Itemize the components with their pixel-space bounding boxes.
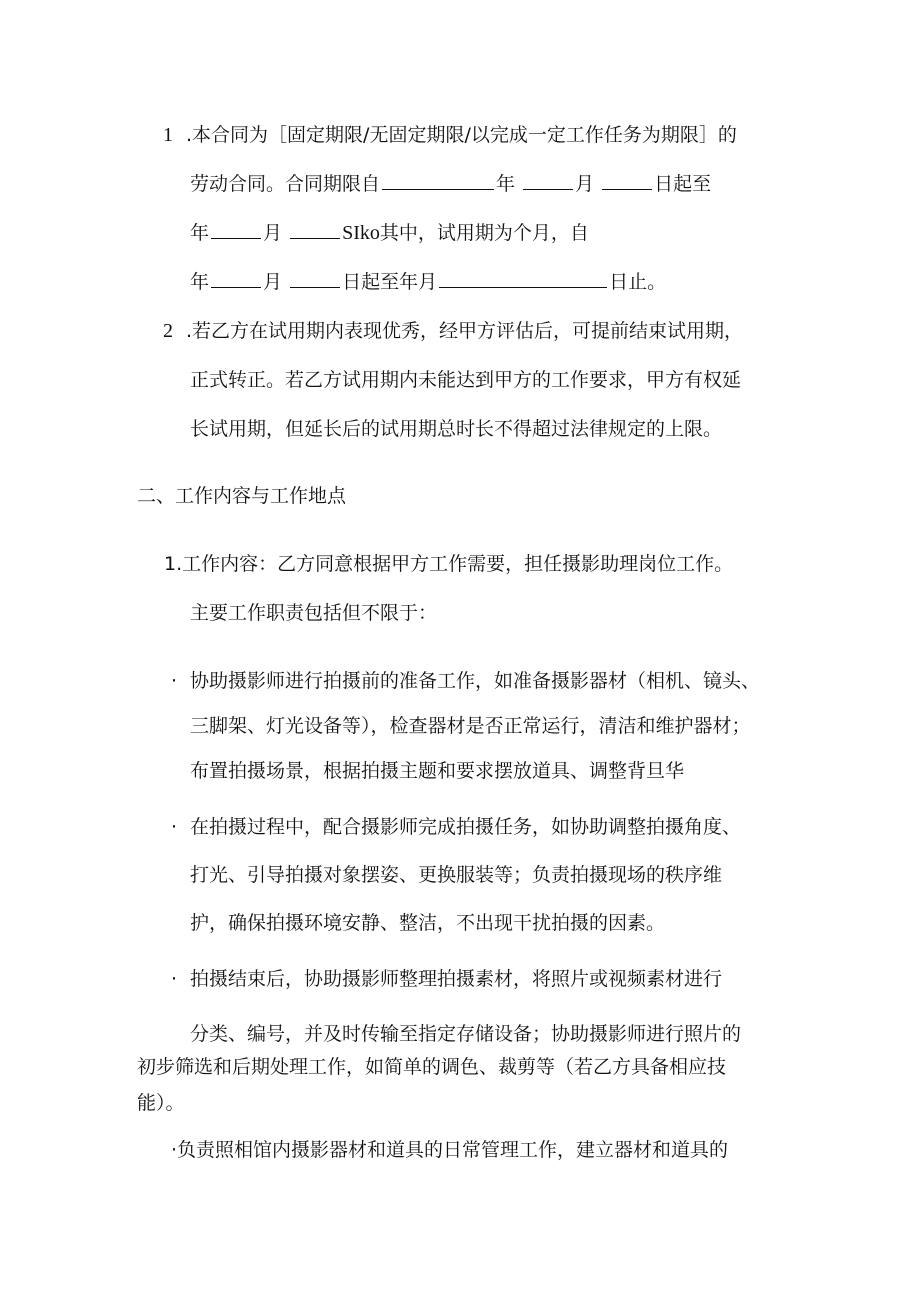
month-label: 月	[263, 271, 283, 293]
bullet-3-line-2: 分类、编号，并及时传输至指定存储设备；协助摄影师进行照片的	[190, 1023, 742, 1045]
start-year-blank[interactable]	[382, 171, 494, 190]
bullet-dot: ·	[171, 968, 178, 990]
clause-1-line-3	[190, 220, 589, 246]
year-label: 年	[190, 222, 210, 244]
year-label: 年	[190, 271, 210, 293]
bullet-dot: ·	[171, 816, 178, 838]
bullet-3-line-4: 能）。	[137, 1092, 185, 1114]
probation-start-month-blank[interactable]	[211, 269, 261, 288]
end-label: 日止。	[609, 271, 667, 293]
probation-to-label: 日起至年月	[342, 271, 438, 293]
clause-1-line-4	[190, 269, 666, 295]
probation-text: 其中，试用期为个月，自	[379, 222, 589, 244]
contract-term-label: 劳动合同。合同期限自	[190, 173, 381, 195]
bullet-2-line-1: 在拍摄过程中，配合摄影师完成拍摄任务，如协助调整拍摄角度、	[190, 816, 742, 838]
year-label: 年	[496, 173, 516, 195]
bullet-1-line-1: 协助摄影师进行拍摄前的准备工作，如准备摄影器材（相机、镜头、	[190, 670, 761, 692]
section-heading: 二、工作内容与工作地点	[137, 485, 347, 507]
bullet-dot: ·	[171, 670, 178, 692]
start-day-blank[interactable]	[602, 171, 652, 190]
bullet-2-line-2: 打光、引导拍摄对象摆姿、更换服装等；负责拍摄现场的秩序维	[190, 864, 723, 886]
clause-1-line-2	[190, 171, 711, 197]
month-label: 月	[575, 173, 595, 195]
probation-end-blank[interactable]	[439, 269, 607, 288]
clause-1-line-1: .本合同为［固定期限/无固定期限/以完成一定工作任务为期限］的	[186, 124, 737, 146]
garbled-text: SIko	[342, 222, 380, 244]
end-day-blank[interactable]	[290, 220, 340, 239]
clause-2-line-2: 正式转正。若乙方试用期内未能达到甲方的工作要求，甲方有权延	[190, 369, 742, 391]
work-content-line-2: 主要工作职责包括但不限于：	[190, 602, 438, 624]
bullet-2-line-3: 护，确保拍摄环境安静、整洁，不出现干扰拍摄的因素。	[190, 912, 666, 934]
bullet-1-line-2: 三脚架、灯光设备等），检查器材是否正常运行，清洁和维护器材；	[190, 715, 751, 737]
probation-start-day-blank[interactable]	[290, 269, 340, 288]
bullet-3-line-1: 拍摄结束后，协助摄影师整理拍摄素材，将照片或视频素材进行	[190, 968, 723, 990]
bullet-1-line-3: 布置拍摄场景，根据拍摄主题和要求摆放道具、调整背旦华	[190, 760, 685, 782]
clause-2-number: 2	[163, 320, 173, 342]
start-month-blank[interactable]	[523, 171, 573, 190]
day-from-to-label: 日起至	[654, 173, 712, 195]
end-year-month-blank[interactable]	[211, 220, 261, 239]
bullet-3-line-3: 初步筛选和后期处理工作，如简单的调色、裁剪等（若乙方具备相应技	[137, 1056, 727, 1078]
clause-1-number: 1	[163, 124, 173, 146]
month-label: 月	[263, 222, 283, 244]
work-content-line-1: 1.工作内容：乙方同意根据甲方工作需要，担任摄影助理岗位工作。	[164, 553, 734, 575]
bullet-4-line-1: ·负责照相馆内摄影器材和道具的日常管理工作，建立器材和道具的	[171, 1139, 729, 1161]
clause-2-line-3: 长试用期，但延长后的试用期总时长不得超过法律规定的上限。	[190, 418, 723, 440]
clause-2-line-1: .若乙方在试用期内表现优秀，经甲方评估后，可提前结束试用期，	[186, 320, 744, 342]
